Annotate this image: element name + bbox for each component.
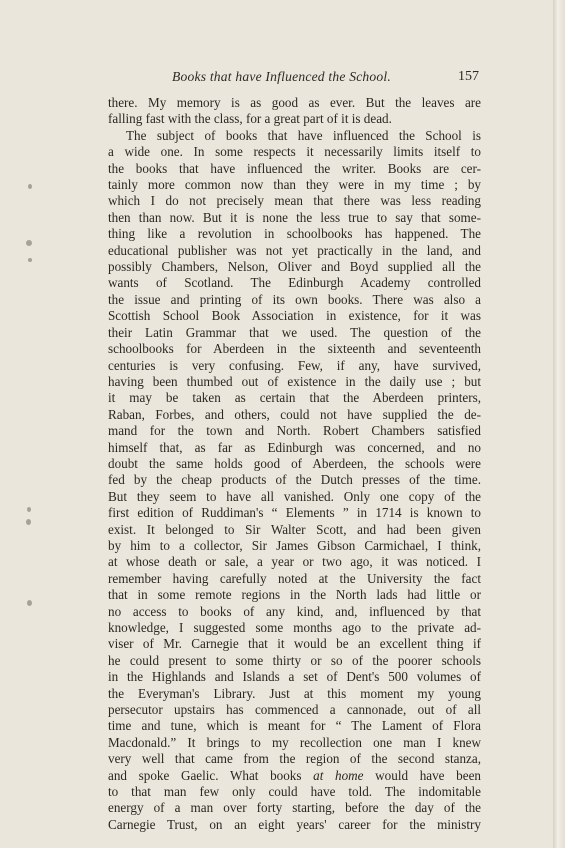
- text-line: fed by the cheap products of the Dutch presses of the time.: [108, 472, 481, 488]
- text-line: Carnegie Trust, on an eight years' career for the ministry: [108, 816, 481, 832]
- text-line: a wide one. In some respects it necessarily limits itself to: [108, 144, 481, 160]
- running-title: Books that have Influenced the School.: [172, 69, 391, 84]
- text-line: wants of Scotland. The Edinburgh Academy controlled: [108, 275, 481, 291]
- text-run: and spoke Gaelic. What books: [108, 767, 314, 783]
- text-line: there. My memory is as good as ever. But the leaves are: [108, 95, 481, 110]
- text-line: centuries is very confusing. Few, if any, have survived,: [108, 357, 481, 373]
- text-line: energy of a man over forty starting, before the day of the: [108, 800, 481, 816]
- ink-spot: [28, 258, 32, 262]
- text-line: he could present to some thirty or so of the poorer schools: [108, 652, 481, 668]
- page-number: 157: [458, 69, 479, 84]
- text-line: persecutor upstairs has commenced a cannonade, out of all: [108, 702, 481, 718]
- text-line: exist. It belonged to Sir Walter Scott, and had been given: [108, 521, 481, 537]
- text-line: time and tune, which is meant for “ The Lament of Flora: [108, 718, 481, 734]
- text-line: schoolbooks for Aberdeen in the sixteenth and seventeenth: [108, 341, 481, 357]
- text-line: very well that came from the region of the second stanza,: [108, 751, 481, 767]
- text-line: falling fast with the class, for a great part of it is dead.: [108, 111, 392, 127]
- text-line: to that man few only could have told. The indomitable: [108, 784, 481, 800]
- text-line: the Everyman's Library. Just at this moment my young: [108, 685, 481, 701]
- text-line: in the Highlands and Islands a set of Dent's 500 volumes of: [108, 669, 481, 685]
- text-line: that in some remote regions in the North lads had little or: [108, 587, 481, 603]
- text-line: remember having carefully noted at the University the fact: [108, 570, 481, 586]
- page-header: [0, 69, 559, 89]
- text-line: having been thumbed out of existence in the daily use ; but: [108, 373, 481, 389]
- text-line: thing like a revolution in schoolbooks has happened. The: [108, 226, 481, 242]
- text-line: himself that, as far as Edinburgh was concerned, and no: [108, 439, 481, 455]
- text-line: which I do not precisely mean that there was less reading: [108, 193, 481, 209]
- text-line: no access to books of any kind, and, influenced by that: [108, 603, 481, 619]
- text-line: by him to a collector, Sir James Gibson Carmichael, I think,: [108, 537, 481, 553]
- ink-spot: [27, 507, 31, 512]
- ink-spot: [26, 240, 32, 246]
- ink-spot: [27, 600, 32, 606]
- page-edge: [553, 0, 565, 848]
- text-line: the books that have influenced the writer. Books are cer-: [108, 160, 481, 176]
- text-line: educational publisher was not yet practically in the land, and: [108, 242, 481, 258]
- text-line: mand for the town and North. Robert Chambers satisfied: [108, 423, 481, 439]
- text-line: Raban, Forbes, and others, could not have supplied the de-: [108, 406, 481, 422]
- ink-spot: [28, 184, 32, 189]
- text-line: doubt the same holds good of Aberdeen, the schools were: [108, 455, 481, 471]
- text-line: at whose death or sale, a year or two ago, it was noticed. I: [108, 554, 481, 570]
- text-line: viser of Mr. Carnegie that it would be an excellent thing if: [108, 636, 481, 652]
- text-line: possibly Chambers, Nelson, Oliver and Boyd supplied all the: [108, 259, 481, 275]
- text-run: would have been: [363, 767, 481, 783]
- text-line: [108, 768, 481, 784]
- body-text: [108, 95, 481, 833]
- text-line: tainly more common now than they were in my time ; by: [108, 177, 481, 193]
- text-line: But they seem to have all vanished. Only one copy of the: [108, 488, 481, 504]
- text-line: Scottish School Book Association in existence, for it was: [108, 308, 481, 324]
- ink-spot: [26, 519, 31, 525]
- text-line: then than now. But it is none the less true to say that some-: [108, 209, 481, 225]
- text-line: Macdonald.” It brings to my recollection one man I knew: [108, 734, 481, 750]
- text-line: their Latin Grammar that we used. The question of the: [108, 324, 481, 340]
- text-line: The subject of books that have influenced the School is: [126, 127, 481, 143]
- text-line: the issue and printing of its own books. There was also a: [108, 291, 481, 307]
- italic-phrase: at home: [313, 767, 364, 783]
- text-line: it may be taken as certain that the Aberdeen printers,: [108, 390, 481, 406]
- text-line: first edition of Ruddiman's “ Elements ” in 1714 is known to: [108, 505, 481, 521]
- text-line: knowledge, I suggested some months ago to the private ad-: [108, 620, 481, 635]
